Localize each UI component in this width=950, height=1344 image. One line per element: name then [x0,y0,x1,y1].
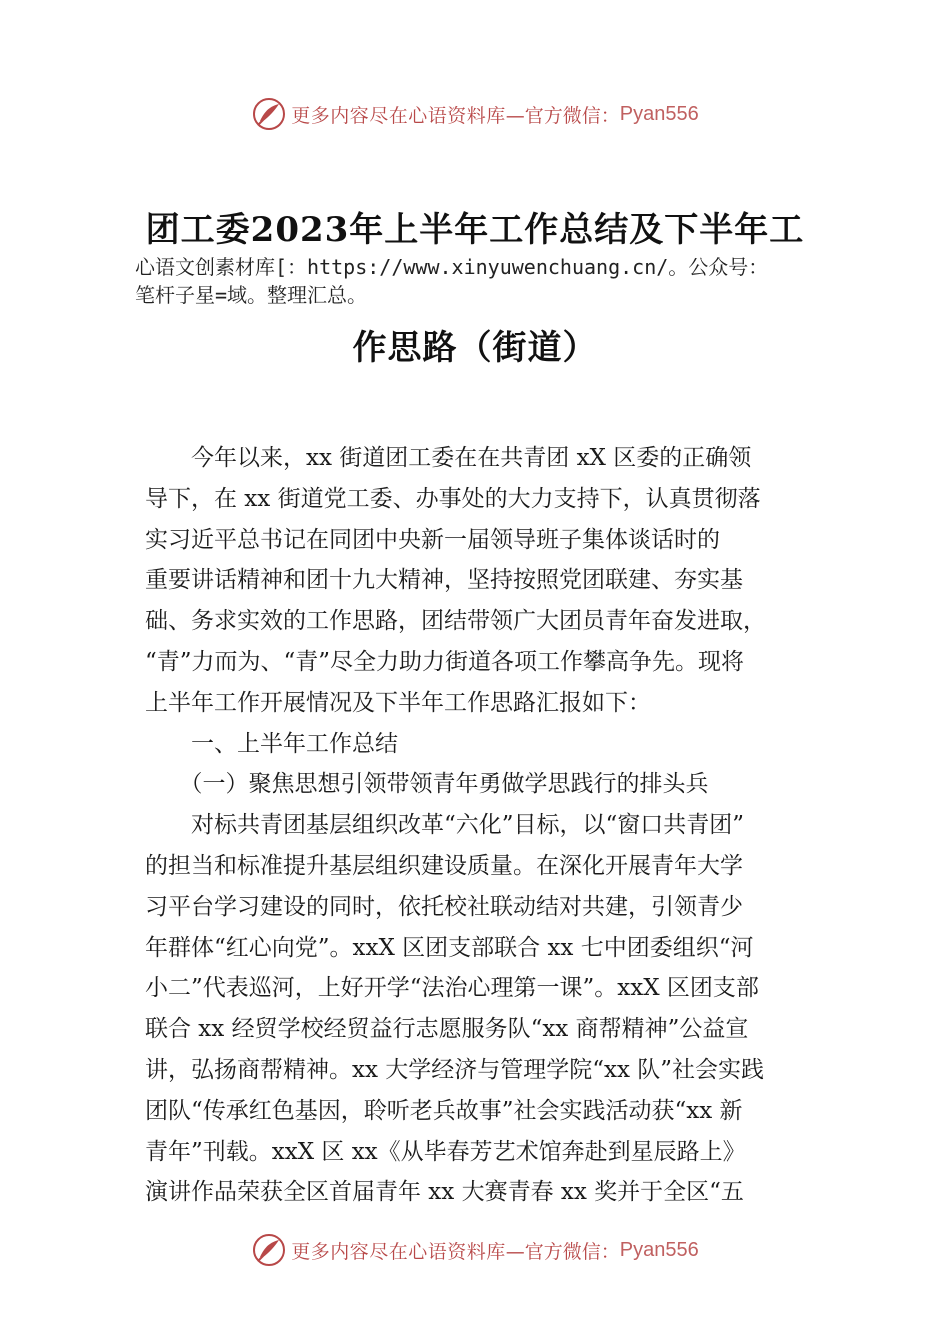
watermark-separator: —官方微信： [505,1240,620,1263]
body-line: 础、务求实效的工作思路，团结带领广大团员青年奋发进取， [145,608,766,635]
source-note-line-2: 笔杆子星=域。整理汇总。 [135,283,368,307]
body-line: 年群体“红心向党”。xxX 区团支部联合 xx 七中团委组织“河 [145,934,754,961]
body-line: 的担当和标准提升基层组织建设质量。在深化开展青年大学 [145,852,743,879]
body-line: 联合 xx 经贸学校经贸益行志愿服务队“xx 商帮精神”公益宣 [145,1016,749,1043]
body-line: 团队“传承红色基因，聆听老兵故事”社会实践活动获“xx 新 [145,1097,743,1124]
pen-logo-icon [251,1232,287,1268]
document-title-line-2: 作思路（街道） [352,328,598,368]
watermark-handle: Pyan556 [619,1238,699,1261]
document-body [145,438,825,1213]
section-heading: 一、上半年工作总结 [145,730,398,757]
body-line: 讲，弘扬商帮精神。xx 大学经济与管理学院“xx 队”社会实践 [145,1056,765,1083]
body-line: 上半年工作开展情况及下半年工作思路汇报如下： [145,689,651,716]
pen-logo-icon [251,96,287,132]
document-title-line-1: 团工委2023年上半年工作总结及下半年工 [145,210,805,250]
watermark-handle: Pyan556 [619,102,699,125]
body-line: 重要讲话精神和团十九大精神，坚持按照党团联建、夯实基 [145,567,743,594]
body-line: 小二”代表巡河，上好开学“法治心理第一课”。xxX 区团支部 [145,975,759,1002]
watermark-text: 更多内容尽在心语资料库 [291,1240,506,1263]
body-line: 导下，在 xx 街道党工委、办事处的大力支持下，认真贯彻落 [145,485,761,512]
body-line: 今年以来，xx 街道团工委在在共青团 xX 区委的正确领 [145,445,752,471]
body-line: 对标共青团基层组织改革“六化”目标，以“窗口共青团” [145,812,745,839]
watermark-banner-bottom [0,1228,950,1272]
source-note-line-1: 心语文创素材库[：https://www.xinyuwenchuang.cn/。公众号： [135,255,769,279]
body-line: 演讲作品荣获全区首届青年 xx 大赛青春 xx 奖并于全区“五 [145,1179,744,1206]
watermark-text: 更多内容尽在心语资料库 [291,104,506,127]
watermark-banner-top [0,92,950,136]
subsection-heading: （一）聚焦思想引领带领青年勇做学思践行的排头兵 [145,771,709,798]
watermark-separator: —官方微信： [505,104,620,127]
body-line: 实习近平总书记在同团中央新一届领导班子集体谈话时的 [145,526,720,553]
body-line: 青年”刊载。xxX 区 xx《从毕春芳艺术馆奔赴到星辰路上》 [145,1138,746,1165]
body-line: 习平台学习建设的同时，依托校社联动结对共建，引领青少 [145,893,743,920]
body-line: “青”力而为、“青”尽全力助力街道各项工作攀高争先。现将 [145,648,745,675]
